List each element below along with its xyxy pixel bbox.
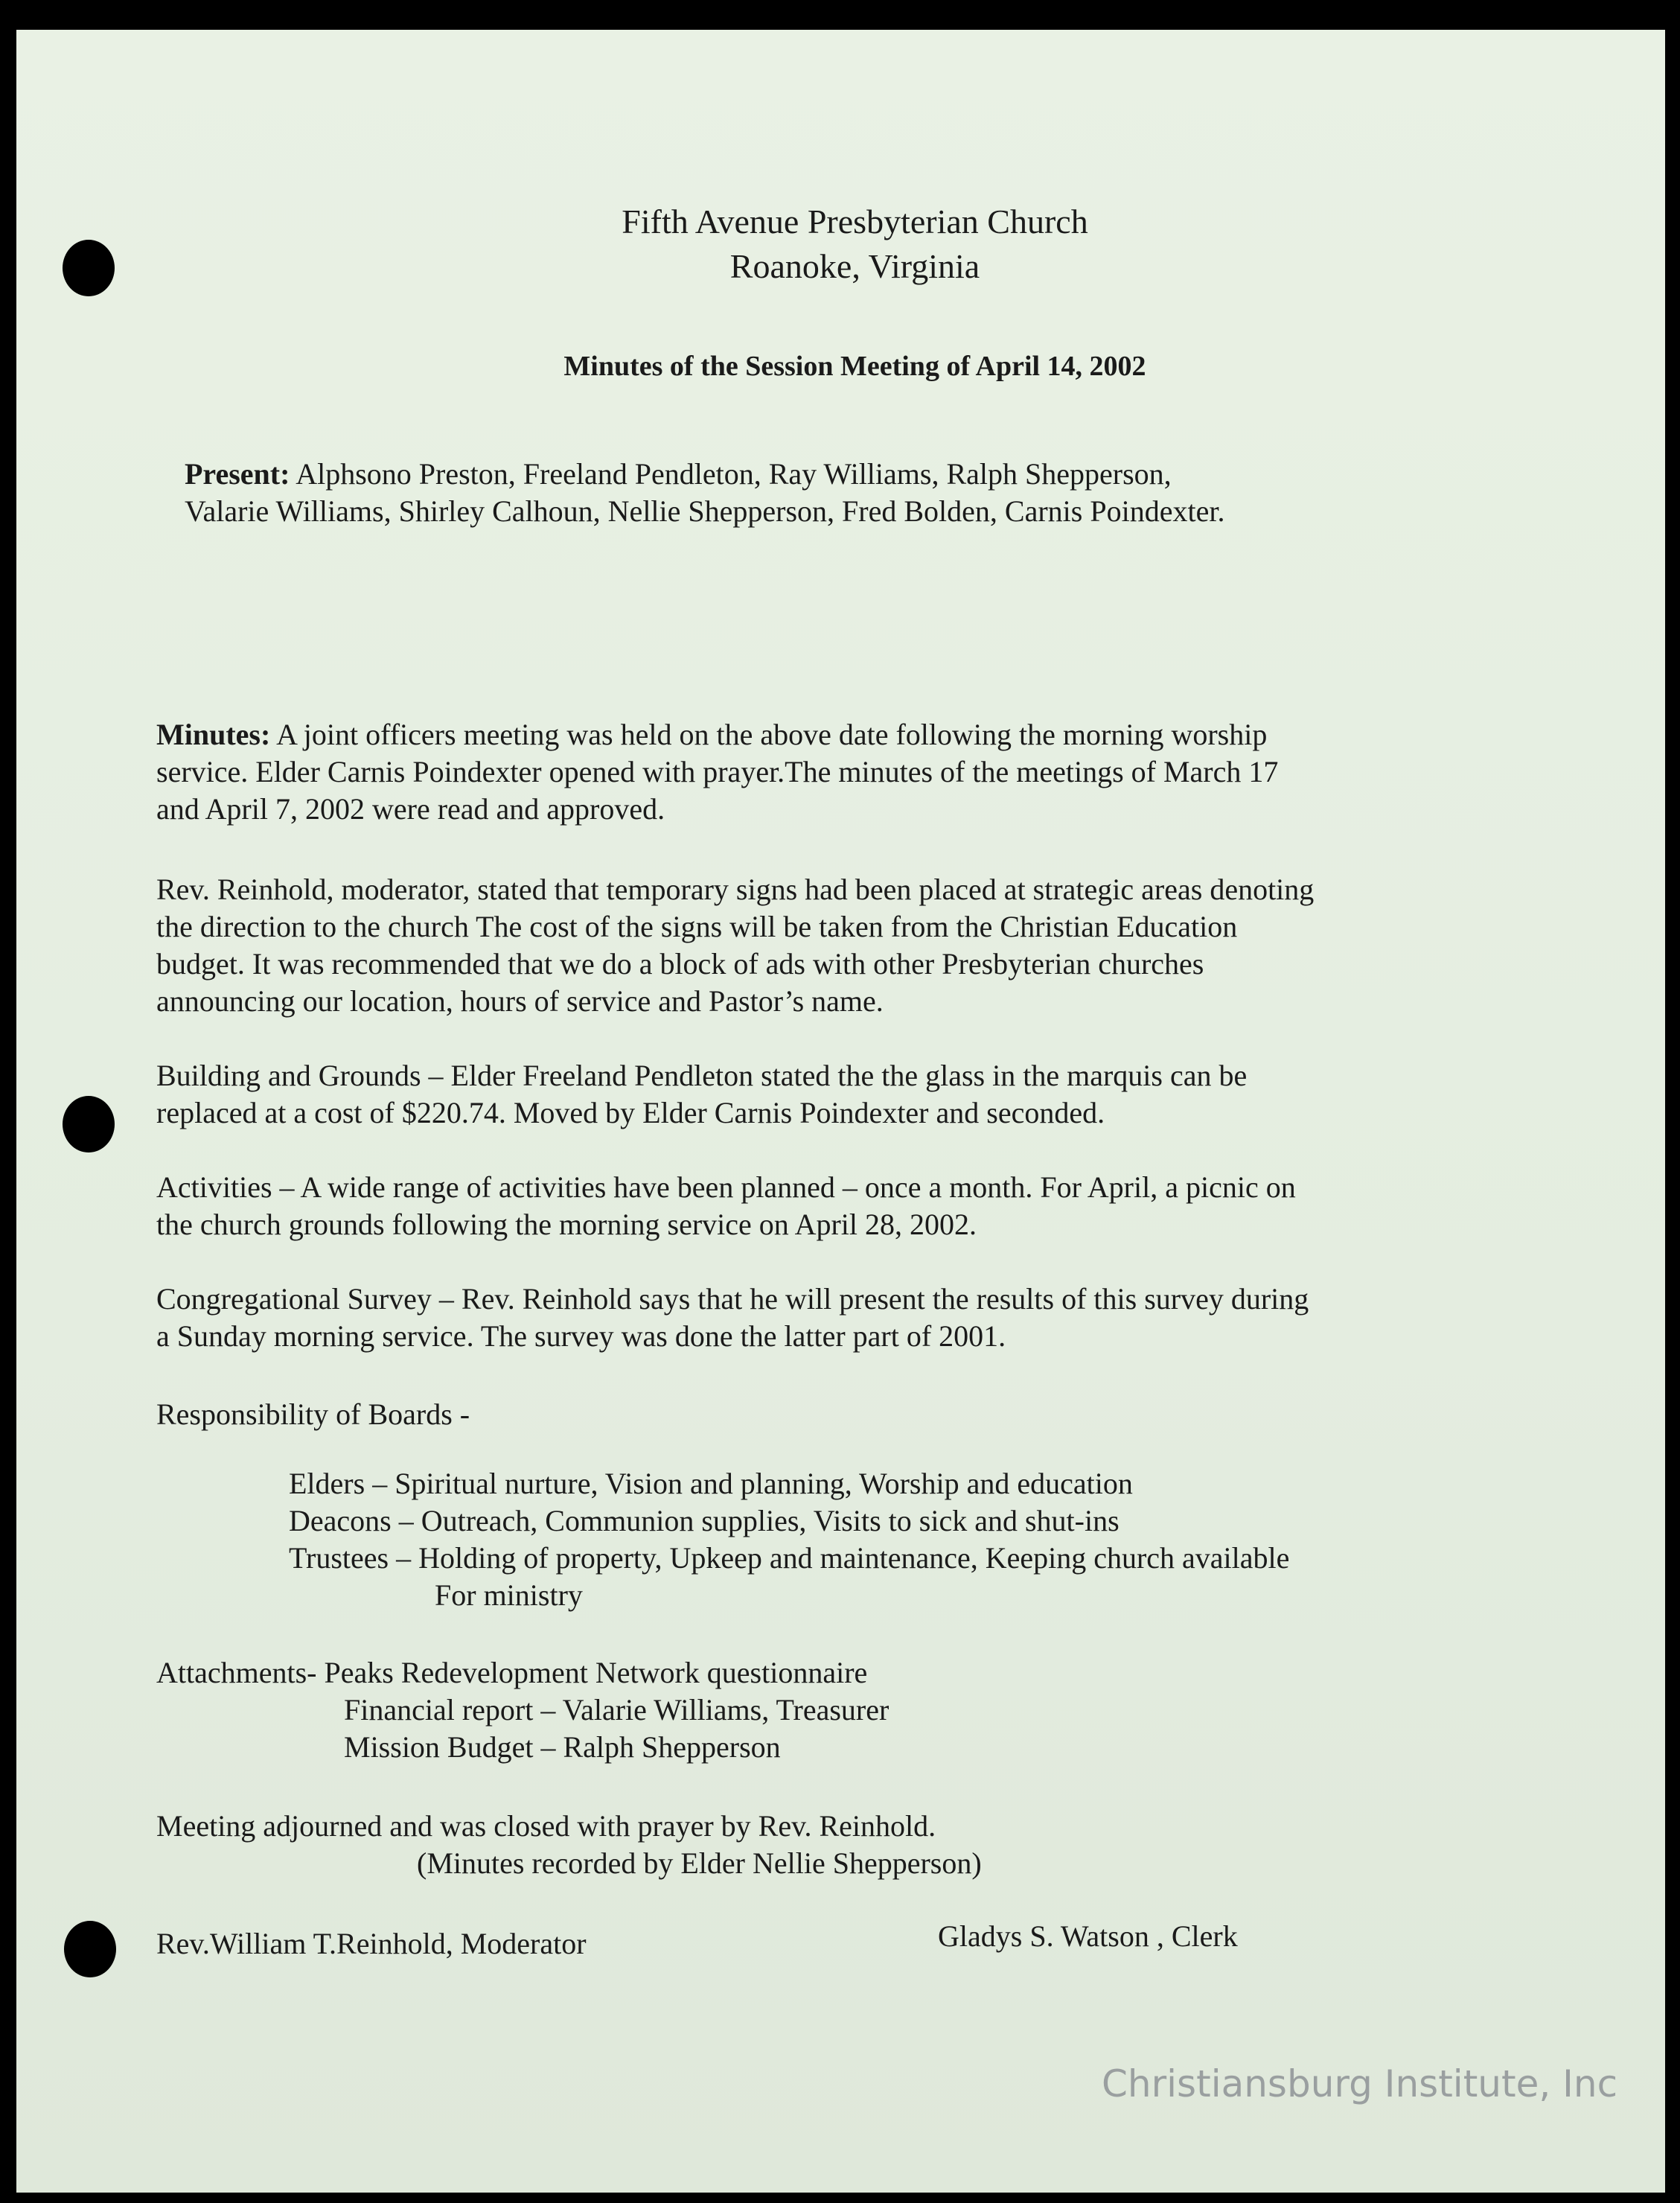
trustees-item: Trustees – Holding of property, Upkeep and maintenance, Keeping church available bbox=[289, 1541, 1290, 1575]
recorded-by: (Minutes recorded by Elder Nellie Shepperson) bbox=[417, 1846, 982, 1880]
attachments-heading: Attachments- Peaks Redevelopment Network questionnaire bbox=[156, 1656, 868, 1689]
present-label: Present: bbox=[185, 457, 290, 491]
survey-paragraph: Congregational Survey – Rev. Reinhold says that he will present the results of this survey during a Sunday morning service. The survey was done the latter part of 2001. bbox=[156, 1282, 1309, 1353]
minutes-paragraph bbox=[156, 716, 1496, 828]
boards-heading: Responsibility of Boards - bbox=[156, 1397, 470, 1431]
closing-statement: Meeting adjourned and was closed with prayer by Rev. Reinhold. bbox=[156, 1809, 936, 1843]
minutes-text: A joint officers meeting was held on the above date following the morning worship service. Elder Carnis Poindexter opened with prayer.The minutes of the meetings of March 17 and April 7, 2002 were read and approved. bbox=[156, 718, 1279, 826]
attachment-item: Financial report – Valarie Williams, Treasurer bbox=[344, 1693, 889, 1727]
trustees-item-continued: For ministry bbox=[435, 1578, 583, 1612]
punch-hole bbox=[64, 1921, 116, 1977]
elders-item: Elders – Spiritual nurture, Vision and planning, Worship and education bbox=[289, 1467, 1133, 1500]
activities-paragraph: Activities – A wide range of activities have been planned – once a month. For April, a picnic on the church grounds following the morning service on April 28, 2002. bbox=[156, 1170, 1296, 1241]
building-grounds-paragraph: Building and Grounds – Elder Freeland Pendleton stated the the glass in the marquis can be replaced at a cost of $220.74. Moved by Elder Carnis Poindexter and seconded. bbox=[156, 1059, 1248, 1129]
punch-hole bbox=[63, 1096, 115, 1152]
church-name: Fifth Avenue Presbyterian Church bbox=[622, 203, 1088, 240]
minutes-label: Minutes: bbox=[156, 718, 271, 751]
document-title: Minutes of the Session Meeting of April 14, 2002 bbox=[563, 351, 1146, 382]
signs-paragraph: Rev. Reinhold, moderator, stated that temporary signs had been placed at strategic areas denoting the direction to the church The cost of the signs will be taken from the Christian Education budget. It was recommended that we do a block of ads with other Presbyterian churches announcing our location, hours of service and Pastor’s name. bbox=[156, 873, 1315, 1018]
attachment-item: Mission Budget – Ralph Shepperson bbox=[344, 1730, 781, 1764]
deacons-item: Deacons – Outreach, Communion supplies, Visits to sick and shut-ins bbox=[289, 1504, 1120, 1537]
watermark: Christiansburg Institute, Inc bbox=[1102, 2062, 1618, 2105]
church-location: Roanoke, Virginia bbox=[729, 247, 980, 285]
attendance-paragraph bbox=[185, 456, 1524, 530]
clerk-signature-line: Gladys S. Watson , Clerk bbox=[938, 1919, 1238, 1953]
moderator-signature-line: Rev.William T.Reinhold, Moderator bbox=[156, 1927, 587, 1960]
present-list: Alphsono Preston, Freeland Pendleton, Ray Williams, Ralph Shepperson, Valarie Williams, Shirley Calhoun, Nellie Shepperson, Fred Bolden, Carnis Poindexter. bbox=[185, 457, 1225, 528]
